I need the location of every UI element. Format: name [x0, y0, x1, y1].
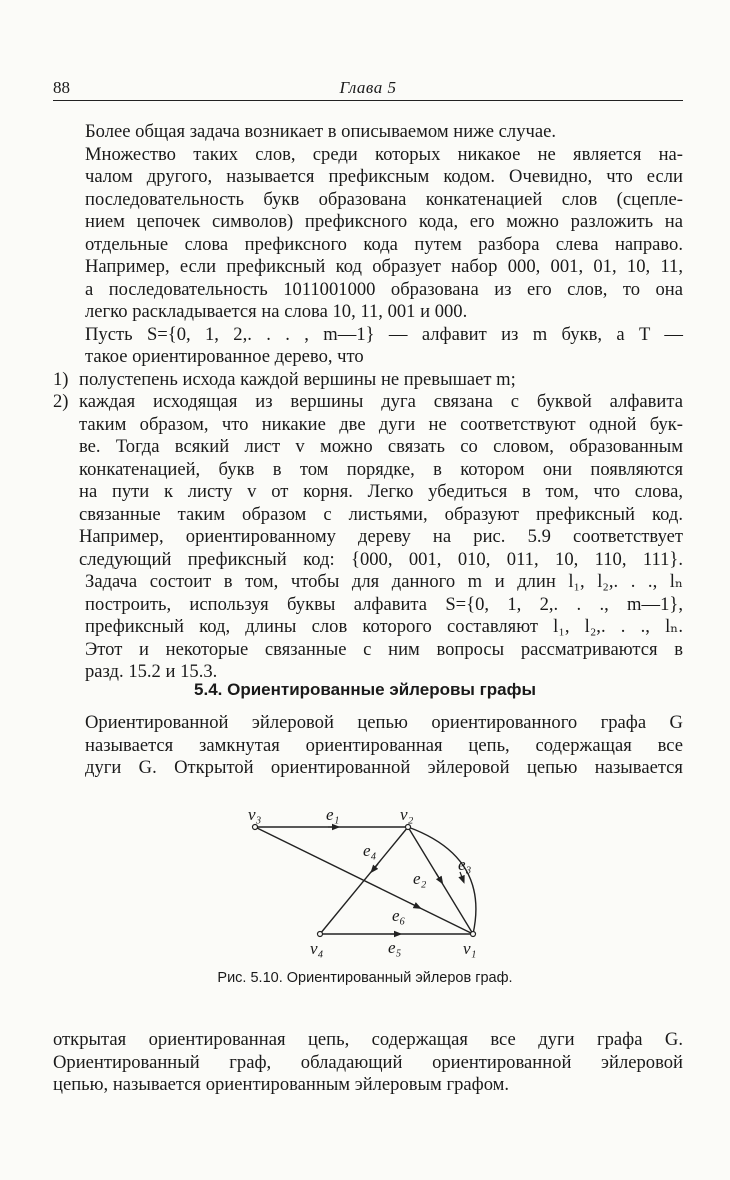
- problem-paragraph: [53, 571, 683, 639]
- euler-definition-paragraph: [53, 712, 683, 780]
- text-line: открытая ориентированная цепь, содержащая все дуги графа G.: [53, 1029, 683, 1050]
- text-line: конкатенацией, букв в том порядке, в котором они появляются: [79, 458, 683, 480]
- text-line: на пути к листу v от корня. Легко убедиться в том, что слова,: [79, 481, 683, 502]
- label-e5: e₅: [388, 938, 402, 957]
- vertex-v2: [406, 825, 411, 830]
- euler-graph-figure: [240, 802, 500, 970]
- list-number: 1): [53, 368, 69, 390]
- text-line: следующий префиксный код: {000, 001, 010, 011, 10, 110, 111}.: [79, 548, 683, 570]
- upper-text-block: [53, 121, 683, 684]
- text-line: цепью, называется ориентированным эйлеровым графом.: [53, 1074, 510, 1095]
- label-e3: e₃: [458, 855, 472, 874]
- reference-paragraph: [53, 639, 683, 684]
- chapter-title: Глава 5: [339, 78, 397, 97]
- text-line: каждая исходящая из вершины дуга связана с буквой алфавита: [79, 391, 683, 412]
- text-line: Множество таких слов, среди которых никакое не является на-: [85, 143, 683, 165]
- label-e1: e₁: [326, 805, 340, 824]
- text-line: чалом другого, называется префиксным кодом. Очевидно, что если: [85, 166, 683, 187]
- arrow-e6: [410, 903, 418, 907]
- text-line: Например, ориентированному дереву на рис. 5.9 соответствует: [79, 526, 683, 547]
- euler-graph-paragraph: [53, 1029, 683, 1097]
- page-number: 88: [53, 78, 70, 97]
- text-line: связанные таким образом с листьями, образуют префиксный код.: [79, 503, 683, 525]
- text-line: нием цепочек символов) префиксного кода, его можно разложить на: [85, 211, 683, 232]
- vertex-v3: [253, 825, 258, 830]
- figure-caption: Рис. 5.10. Ориентированный эйлеров граф.: [217, 970, 513, 986]
- alphabet-paragraph: [53, 324, 683, 369]
- text-line: построить, используя буквы алфавита S={0, 1, 2,. . ., m—1},: [85, 593, 683, 615]
- text-line: такое ориентированное дерево, что: [85, 346, 364, 367]
- text-line: разд. 15.2 и 15.3.: [85, 661, 218, 682]
- text-line: Задача состоит в том, чтобы для данного m и длин l₁, l₂,. . ., lₙ: [85, 571, 683, 592]
- text-line: а последовательность 1011001000 образована из его слов, то она: [85, 278, 683, 300]
- vertex-v4: [318, 932, 323, 937]
- text-line: Ориентированный граф, обладающий ориентированной эйлеровой: [53, 1051, 683, 1073]
- text-line: отдельные слова префиксного кода путем разбора слева направо.: [85, 233, 683, 255]
- label-e4: e₄: [363, 841, 377, 860]
- page-header: [53, 78, 683, 101]
- text-line: последовательность букв образована конкатенацией слов (сцепле-: [85, 188, 683, 210]
- text-line: легко раскладывается на слова 10, 11, 001 и 000.: [85, 301, 468, 322]
- text-line: Например, если префиксный код образует набор 000, 001, 01, 10, 11,: [85, 256, 683, 277]
- text-line: дуги G. Открытой ориентированной эйлеровой цепью называется: [85, 757, 683, 778]
- label-v3: v₃: [248, 805, 262, 824]
- intro-paragraph: Более общая задача возникает в описываемом ниже случае.: [85, 121, 557, 142]
- text-line: называется замкнутая ориентированная цепь, содержащая все: [85, 734, 683, 756]
- label-v1: v₁: [463, 939, 477, 958]
- label-v2: v₂: [400, 805, 414, 824]
- list-number: 2): [53, 391, 69, 412]
- vertex-v1: [471, 932, 476, 937]
- prefix-code-paragraph: [53, 144, 683, 324]
- list-item-1: [53, 369, 683, 392]
- text-line: ве. Тогда всякий лист v можно связать со словом, образованным: [79, 436, 683, 457]
- arrow-e4: [373, 864, 378, 870]
- text-line: таким образом, что никакие две дуги не соответствуют одной бук-: [79, 413, 683, 435]
- text-line: Пусть S={0, 1, 2,. . . , m—1} — алфавит из m букв, а T —: [85, 323, 683, 345]
- section-heading: 5.4. Ориентированные эйлеровы графы: [194, 680, 536, 699]
- list-item-2: [53, 391, 683, 571]
- text-line: Ориентированной эйлеровой цепью ориентированного графа G: [85, 712, 683, 733]
- label-e6: e₆: [392, 906, 406, 925]
- text-line: Этот и некоторые связанные с ним вопросы рассматриваются в: [85, 638, 683, 660]
- label-e2: e₂: [413, 869, 427, 888]
- text-line: полустепень исхода каждой вершины не превышает m;: [79, 368, 516, 390]
- arrow-e2: [436, 873, 441, 881]
- label-v4: v₄: [310, 939, 324, 958]
- text-line: префиксный код, длины слов которого составляют l₁, l₂,. . ., lₙ.: [85, 616, 683, 637]
